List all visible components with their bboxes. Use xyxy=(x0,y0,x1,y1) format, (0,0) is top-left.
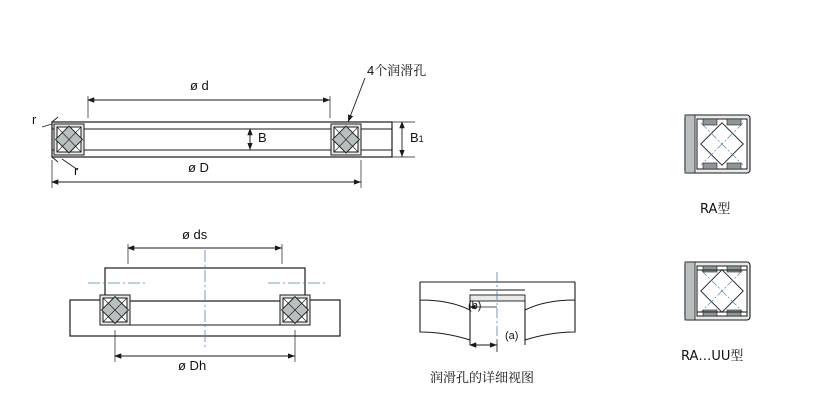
label-callout-lubrication-holes: 4个润滑孔 xyxy=(367,63,427,78)
caption-variant-ra: RA型 xyxy=(700,202,731,217)
bearing-block-lower-right xyxy=(280,295,310,325)
variant-ra-uu-group xyxy=(685,262,750,320)
detail-view-group xyxy=(420,272,575,352)
bottom-view-group xyxy=(70,244,340,362)
label-dim-B1 xyxy=(410,130,424,145)
variant-ra-group xyxy=(685,115,750,173)
bearing-block-left xyxy=(54,124,84,155)
label-dim-Dh: ø Dh xyxy=(178,358,207,373)
label-dim-D: ø D xyxy=(188,160,209,175)
caption-detail-view: 润滑孔的详细视图 xyxy=(430,371,535,386)
bearing-block-right xyxy=(331,124,361,155)
top-view-group xyxy=(42,78,415,188)
label-detail-a: (a) xyxy=(505,330,519,342)
label-dim-B1-subscript: 1 xyxy=(418,134,424,144)
label-dim-B1-main: B xyxy=(410,130,419,145)
label-dim-d: ø d xyxy=(190,78,209,93)
label-dim-ds: ø ds xyxy=(182,227,208,242)
label-dim-B: B xyxy=(258,130,267,145)
label-chamfer-r-left: r xyxy=(32,112,37,127)
bearing-block-lower-left xyxy=(100,295,130,325)
label-detail-b: (b) xyxy=(468,300,482,312)
caption-variant-ra-uu: RA…UU型 xyxy=(681,349,744,364)
label-chamfer-r-bottom: r xyxy=(74,163,79,178)
